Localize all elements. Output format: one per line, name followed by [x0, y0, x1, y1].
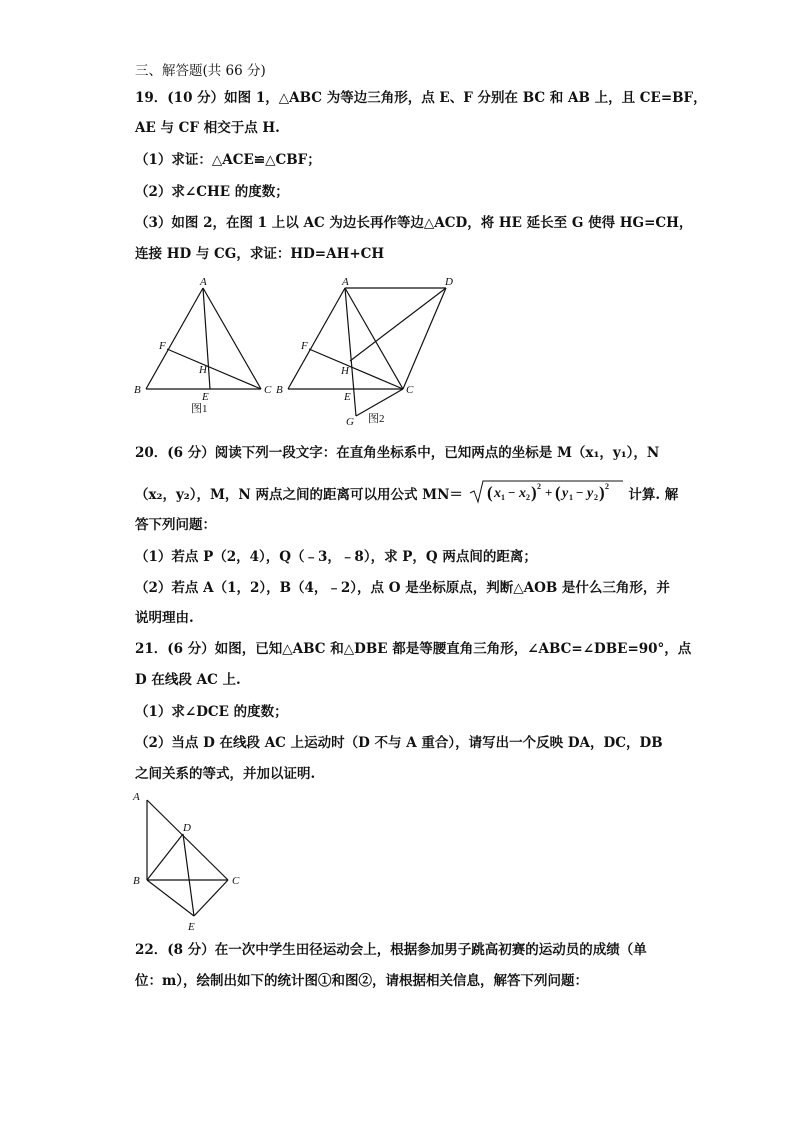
- fig1-label-f: F: [159, 340, 166, 352]
- formula-y1: y: [561, 486, 568, 501]
- paren-close-1: ): [530, 483, 537, 502]
- formula-x2-sub: 2: [525, 493, 530, 502]
- q19-part-2: （2）求∠CHE 的度数；: [135, 184, 289, 200]
- segment-ac: [345, 288, 403, 389]
- fig2-label-c: C: [406, 384, 414, 396]
- segment-be: [147, 880, 194, 916]
- paren-open-2: (: [554, 483, 561, 502]
- q19-part-3: （3）如图 2，在图 1 上以 AC 为边长再作等边△ACD，将 HE 延长至 G 使得 HG=CH，: [135, 215, 693, 231]
- formula-y2-sub: 2: [593, 493, 598, 502]
- q20-line-2-text: （x₂，y₂），M，N 两点之间的距离可以用公式 MN＝: [135, 487, 463, 503]
- q21-line-2: D 在线段 AC 上.: [135, 672, 241, 688]
- q20-line-1: 20．(6 分）阅读下列一段文字：在直角坐标系中，已知两点的坐标是 M（x₁，y₁），N: [135, 445, 660, 461]
- formula-exp-2: 2: [604, 482, 609, 491]
- fig2-label-h: H: [341, 365, 349, 377]
- fig2-caption: 图2: [368, 413, 385, 425]
- q20-part-2-cont: 说明理由.: [135, 610, 194, 626]
- fig1-label-c: C: [264, 384, 272, 396]
- q19-part-3-cont: 连接 HD 与 CG，求证：HD=AH+CH: [135, 246, 385, 262]
- fig1-label-h: H: [199, 364, 207, 376]
- figure-q21-isosceles-right-triangles: [128, 786, 258, 936]
- fig2-label-f: F: [301, 340, 308, 352]
- fig21-label-b: B: [133, 875, 140, 887]
- fig1-label-b: B: [134, 384, 141, 396]
- fig21-label-a: A: [133, 791, 140, 803]
- segment-de: [183, 834, 194, 916]
- q20-line-2-end: 计算. 解: [628, 487, 679, 503]
- fig1-caption: 图1: [191, 403, 208, 415]
- formula-x2: x: [518, 486, 526, 501]
- formula-x1-sub: 1: [500, 493, 505, 502]
- formula-y1-sub: 1: [568, 493, 573, 502]
- q22-line-1: 22．(8 分）在一次中学生田径运动会上，根据参加男子跳高初赛的运动员的成绩（单: [135, 942, 647, 958]
- q21-part-2-cont: 之间关系的等式，并加以证明.: [135, 766, 316, 782]
- q22-line-2: 位：m），绘制出如下的统计图①和图②，请根据相关信息，解答下列问题：: [135, 973, 589, 989]
- fig21-label-d: D: [183, 822, 191, 834]
- formula-plus: +: [544, 485, 553, 500]
- figure-2-two-equilateral-triangles: [270, 270, 470, 430]
- segment-cf: [309, 349, 403, 389]
- segment-hd: [350, 288, 446, 361]
- fig2-label-d: D: [445, 276, 453, 288]
- segment-db: [147, 834, 183, 880]
- q19-part-1: （1）求证：△ACE≌△CBF；: [135, 152, 321, 168]
- q20-line-2: [135, 480, 678, 511]
- q19-line-1: 19．(10 分）如图 1，△ABC 为等边三角形，点 E、F 分别在 BC 和 AB 上，且 CE=BF，: [135, 90, 707, 106]
- fig2-label-g: G: [346, 416, 354, 428]
- q19-line-2: AE 与 CF 相交于点 H.: [135, 120, 280, 136]
- fig21-label-e: E: [188, 921, 195, 933]
- formula-minus-2: −: [575, 485, 584, 500]
- fig2-label-b: B: [276, 384, 283, 396]
- segment-ab: [288, 288, 345, 389]
- segment-dc: [403, 288, 446, 389]
- q21-line-1: 21．(6 分）如图，已知△ABC 和△DBE 都是等腰直角三角形，∠ABC=∠DBE=90°，点: [135, 641, 692, 657]
- q21-part-1: （1）求∠DCE 的度数；: [135, 704, 288, 720]
- fig1-label-e: E: [202, 391, 209, 403]
- fig2-label-e: E: [344, 391, 351, 403]
- segment-ce: [194, 880, 228, 916]
- fig21-label-c: C: [232, 875, 240, 887]
- paren-close-2: ): [598, 483, 605, 502]
- formula-exp-1: 2: [536, 482, 541, 491]
- segment-cg: [356, 389, 403, 416]
- figure-1-equilateral-triangle: [128, 270, 278, 420]
- q20-part-2: （2）若点 A（1，2），B（4，﹣2），点 O 是坐标原点，判断△AOB 是什么三角形，并: [135, 580, 670, 596]
- q20-part-1: （1）若点 P（2，4），Q（﹣3，﹣8），求 P，Q 两点间的距离；: [135, 549, 537, 565]
- formula-minus-1: −: [507, 485, 516, 500]
- segment-ac: [203, 288, 261, 389]
- q21-part-2: （2）当点 D 在线段 AC 上运动时（D 不与 A 重合），请写出一个反映 DA，DC，DB: [135, 735, 663, 751]
- q20-line-3: 答下列问题：: [135, 517, 216, 533]
- fig2-label-a: A: [342, 276, 349, 288]
- fig1-label-a: A: [200, 276, 207, 288]
- segment-ab: [146, 288, 203, 389]
- distance-formula-svg: [468, 479, 624, 505]
- segment-cf: [167, 349, 261, 389]
- formula-y2: y: [586, 486, 593, 501]
- distance-formula: [468, 479, 624, 510]
- formula-x1: x: [493, 486, 501, 501]
- paren-open-1: (: [486, 483, 493, 502]
- section-title: 三、解答题(共 66 分): [135, 63, 266, 79]
